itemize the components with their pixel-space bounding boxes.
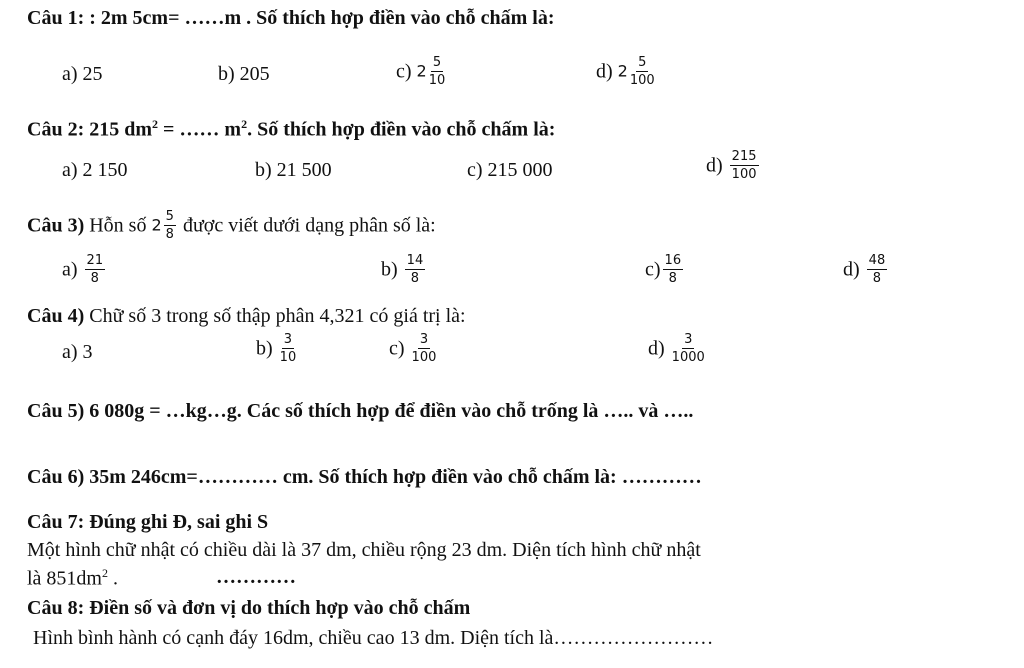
question-8-body: Hình bình hành có cạnh đáy 16dm, chiều cao 13 dm. Diện tích là……………………	[33, 627, 714, 649]
question-7-body-line-1: Một hình chữ nhật có chiều dài là 37 dm, chiều rộng 23 dm. Diện tích hình chữ nhật	[27, 539, 701, 561]
fraction	[672, 333, 705, 364]
denominator: 1000	[671, 350, 705, 365]
question-2	[27, 118, 555, 140]
q4-option-d	[648, 333, 707, 364]
q1-option-b	[218, 64, 270, 84]
denominator: 8	[410, 271, 420, 286]
fraction	[85, 254, 106, 285]
option-prefix: c)	[389, 337, 405, 360]
question-5-text: 6 080g = …kg…g. Các số thích hợp để điền vào chỗ trống là ….. và …..	[89, 400, 694, 422]
question-6	[27, 467, 702, 487]
option-value: 2 150	[82, 159, 128, 181]
option-prefix: a)	[62, 341, 78, 363]
q2-option-a	[62, 160, 128, 180]
question-7-text-part: là 851dm	[27, 567, 102, 590]
option-prefix: d)	[706, 154, 723, 177]
numerator: 14	[406, 253, 424, 268]
q1-option-a	[62, 64, 103, 84]
denominator: 100	[629, 73, 655, 88]
numerator: 3	[684, 332, 693, 347]
numerator: 16	[664, 253, 682, 268]
mixed-whole: 2	[416, 61, 427, 81]
option-prefix: b)	[218, 63, 235, 85]
q4-option-c	[389, 333, 438, 364]
mixed-whole: 2	[617, 61, 628, 81]
fraction	[663, 254, 684, 285]
q4-option-b	[256, 333, 298, 364]
denominator: 8	[165, 227, 174, 242]
q3-option-b	[381, 254, 427, 285]
fraction	[867, 254, 888, 285]
question-3-label: Câu 3)	[27, 214, 85, 237]
question-2-text-part: . Số thích hợp điền vào chỗ chấm là:	[247, 118, 556, 141]
numerator: 5	[165, 209, 174, 224]
denominator: 8	[872, 271, 882, 286]
denominator: 10	[279, 350, 297, 365]
fraction	[412, 333, 437, 364]
question-1-text: : 2m 5cm= ……m . Số thích hợp điền vào chỗ chấm là:	[89, 7, 555, 29]
q2-option-d	[706, 150, 761, 181]
question-5-label: Câu 5)	[27, 400, 85, 422]
option-value: 25	[82, 63, 103, 85]
denominator: 10	[428, 73, 446, 88]
option-prefix: d)	[596, 60, 613, 83]
denominator: 8	[668, 271, 677, 286]
option-prefix: a)	[62, 159, 78, 181]
question-6-text: 35m 246cm=………… cm. Số thích hợp điền vào chỗ chấm là: …………	[89, 466, 702, 488]
question-3	[27, 210, 436, 241]
question-2-text-part: 215 dm	[89, 118, 153, 141]
denominator: 8	[90, 271, 99, 286]
numerator: 5	[638, 55, 647, 70]
question-7-text-part: .	[108, 567, 118, 590]
fraction	[405, 254, 426, 285]
denominator: 100	[731, 167, 757, 182]
numerator: 215	[731, 149, 757, 164]
question-2-text-part: = …… m	[158, 118, 242, 141]
question-1	[27, 8, 555, 28]
question-2-label: Câu 2:	[27, 118, 85, 141]
option-value: 21 500	[276, 159, 332, 181]
option-value: 215 000	[487, 159, 553, 181]
option-prefix: b)	[381, 258, 398, 281]
option-prefix: b)	[256, 337, 273, 360]
numerator: 48	[868, 253, 886, 268]
mixed-whole: 2	[151, 215, 162, 235]
question-4	[27, 306, 466, 326]
option-prefix: b)	[255, 159, 272, 181]
question-3-text-part: Hỗn số	[89, 214, 147, 237]
q4-option-a	[62, 342, 93, 362]
superscript: 2	[102, 566, 108, 580]
superscript: 2	[241, 117, 248, 131]
question-8-label: Câu 8: Điền số và đơn vị do thích hợp vào chỗ chấm	[27, 597, 471, 619]
superscript: 2	[152, 117, 159, 131]
option-prefix: c)	[396, 60, 412, 83]
option-prefix: a)	[62, 63, 78, 85]
option-prefix: a)	[62, 258, 78, 281]
option-prefix: c)	[467, 159, 483, 181]
option-prefix: c)	[645, 258, 661, 281]
option-prefix: d)	[843, 258, 860, 281]
fraction	[429, 56, 446, 87]
fraction	[164, 210, 176, 241]
q3-option-a	[62, 254, 107, 285]
q1-option-d	[596, 56, 657, 87]
question-3-text-part: được viết dưới dạng phân số là:	[182, 214, 436, 237]
question-7-body-line-2	[27, 567, 118, 589]
question-1-label: Câu 1:	[27, 7, 85, 29]
question-6-label: Câu 6)	[27, 466, 85, 488]
q3-option-d	[843, 254, 889, 285]
q3-option-c	[645, 254, 685, 285]
denominator: 100	[411, 350, 437, 365]
q2-option-c	[467, 160, 553, 180]
q2-option-b	[255, 160, 332, 180]
numerator: 5	[432, 55, 442, 70]
question-4-label: Câu 4)	[27, 305, 85, 327]
option-value: 3	[82, 341, 93, 363]
fraction	[630, 56, 655, 87]
question-7-answer-blank: …………	[216, 566, 296, 588]
numerator: 3	[419, 332, 429, 347]
question-4-text: Chữ số 3 trong số thập phân 4,321 có giá trị là:	[89, 305, 466, 327]
fraction	[280, 333, 297, 364]
numerator: 21	[86, 253, 104, 268]
option-prefix: d)	[648, 337, 665, 360]
numerator: 3	[283, 332, 293, 347]
question-5	[27, 401, 693, 421]
q1-option-c	[396, 56, 447, 87]
fraction	[730, 150, 759, 181]
question-7-label: Câu 7: Đúng ghi Đ, sai ghi S	[27, 511, 269, 533]
option-value: 205	[239, 63, 270, 85]
